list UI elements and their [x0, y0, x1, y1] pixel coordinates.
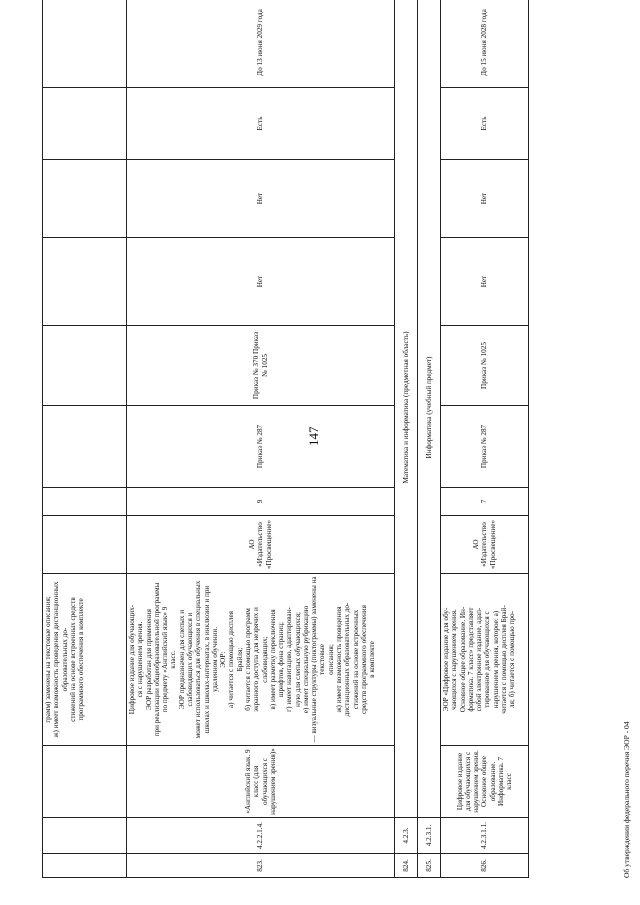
table-row: [418, 0, 441, 878]
description-cell: грамм) заменены на текстовые описания; ж) имеет возможность проведения дистанционных образовательных до- стижений на основе встроенных средств программного обеспечения в комплекте: [43, 574, 127, 746]
table-row: [395, 0, 418, 878]
description-cell: ЭОР «Цифровое издание для обу- чающихся с нарушением зрения. Основное общее образование. Ин- форматика. 7 класс» представляет собой электронное издание, адап- тированное для обучающихся с нарушением зрения, которое: а) читается с помощью дисплея Брай- ля; б) читается с помощью про-: [441, 574, 529, 746]
col-a-cell: Нет: [127, 238, 395, 326]
section-title: Математика и информатика (предметная область): [395, 0, 418, 818]
order-cell: Приказ № 287: [127, 406, 395, 488]
grade-cell: 9: [127, 488, 395, 516]
description-cell: Цифровое издание для обучающих- ся с нарушением зрения. ЭОР разработан для применения при реализации общеобразовательной программы по предмету «Английский язык» 9 класс. ЭОР предназначен для слепых и слабовидящих обучающихся и может использоваться для обучения в специальных школах и школах-интернатах, в инклюзии и при удаленном обучении. ЭОР: а) читается с помощью дисплея Брайля; б) читается с помощью программ экранного доступа для незрячих и слабовидящих; в) имеет разметку переключения шрифтов, фона страниц; г) имеет навигацию, адаптирован- ную для слепых обучающихся; е) имеет специальную рубрикацию — визуальные структуры (пиктограммы) заменены на текстовые описания; ж) имеет возможность проведения дистанционных образовательных до- стижений на основе встроенных средств программного обеспечения в комплекте: [127, 574, 395, 746]
col-c-cell: Есть: [127, 88, 395, 160]
section-title: Информатика (учебный предмет): [418, 0, 441, 818]
eor-table: [42, 0, 529, 878]
table-row: [43, 0, 127, 878]
order-cell: Приказ № 287: [441, 406, 529, 488]
row-code: 4.2.3.1.1.: [441, 818, 529, 854]
order2-cell: Приказ № 1025: [441, 326, 529, 406]
row-code: 4.2.3.: [395, 818, 418, 854]
rotated-table-region: [42, 9, 631, 878]
page-number: 147: [306, 426, 321, 446]
footer-note: Об утверждении федерального перечня ЭОР - 04: [622, 721, 631, 878]
table-row: [441, 0, 529, 878]
col-b-cell: Нет: [441, 160, 529, 238]
row-number: 823.: [127, 854, 395, 878]
col-a-cell: Нет: [441, 238, 529, 326]
eor-name: Цифровое издание для обучающихся с нарушением зрения. Основное общее образование. Информатика. 7 класс: [441, 746, 529, 818]
eor-name: «Английский язык. 9 класс (для обучающихся с нарушением зрения)»: [127, 746, 395, 818]
col-c-cell: Есть: [441, 88, 529, 160]
table-row: [127, 0, 395, 878]
col-b-cell: Нет: [127, 160, 395, 238]
grade-cell: 7: [441, 488, 529, 516]
deadline-cell: До 13 июня 2029 года: [127, 0, 395, 88]
row-number: 826.: [441, 854, 529, 878]
publisher-cell: АО «Издательство «Просвещение»: [441, 516, 529, 574]
publisher-cell: АО «Издательство «Просвещение»: [127, 516, 395, 574]
row-code: 4.2.2.1.4.: [127, 818, 395, 854]
row-code: 4.2.3.1.: [418, 818, 441, 854]
row-number: 825.: [418, 854, 441, 878]
deadline-cell: До 15 июня 2028 года: [441, 0, 529, 88]
order2-cell: Приказ № 370 Приказ № 1025: [127, 326, 395, 406]
row-number: 824.: [395, 854, 418, 878]
